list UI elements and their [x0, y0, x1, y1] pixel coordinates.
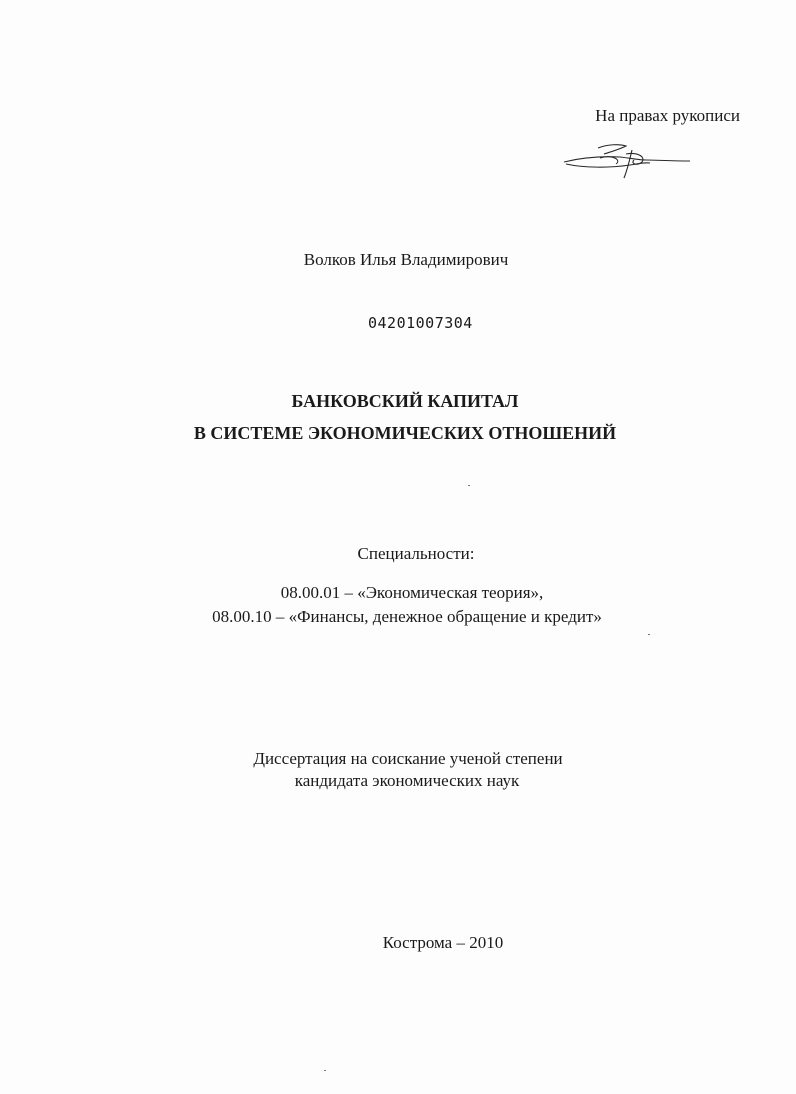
specialty-item: 08.00.10 – «Финансы, денежное обращение и кредит»: [212, 607, 602, 626]
degree-line2: кандидата экономических наук: [294, 771, 520, 790]
rights-notice: На правах рукописи: [595, 106, 740, 125]
handwritten-signature: [560, 138, 700, 186]
specialties-heading: Специальности:: [357, 544, 475, 563]
author-name: Волков Илья Владимирович: [303, 250, 509, 269]
specialty-item: 08.00.01 – «Экономическая теория»,: [280, 583, 544, 602]
thesis-title-line1: БАНКОВСКИЙ КАПИТАЛ: [291, 391, 519, 411]
scan-speck: [648, 634, 650, 635]
registration-number: 04201007304: [368, 314, 473, 332]
thesis-title-line2: В СИСТЕМЕ ЭКОНОМИЧЕСКИХ ОТНОШЕНИЙ: [193, 423, 617, 443]
scan-speck: [468, 485, 470, 486]
city-year: Кострома – 2010: [382, 933, 504, 952]
degree-line1: Диссертация на соискание ученой степени: [253, 749, 563, 768]
scan-speck: [324, 1070, 326, 1071]
